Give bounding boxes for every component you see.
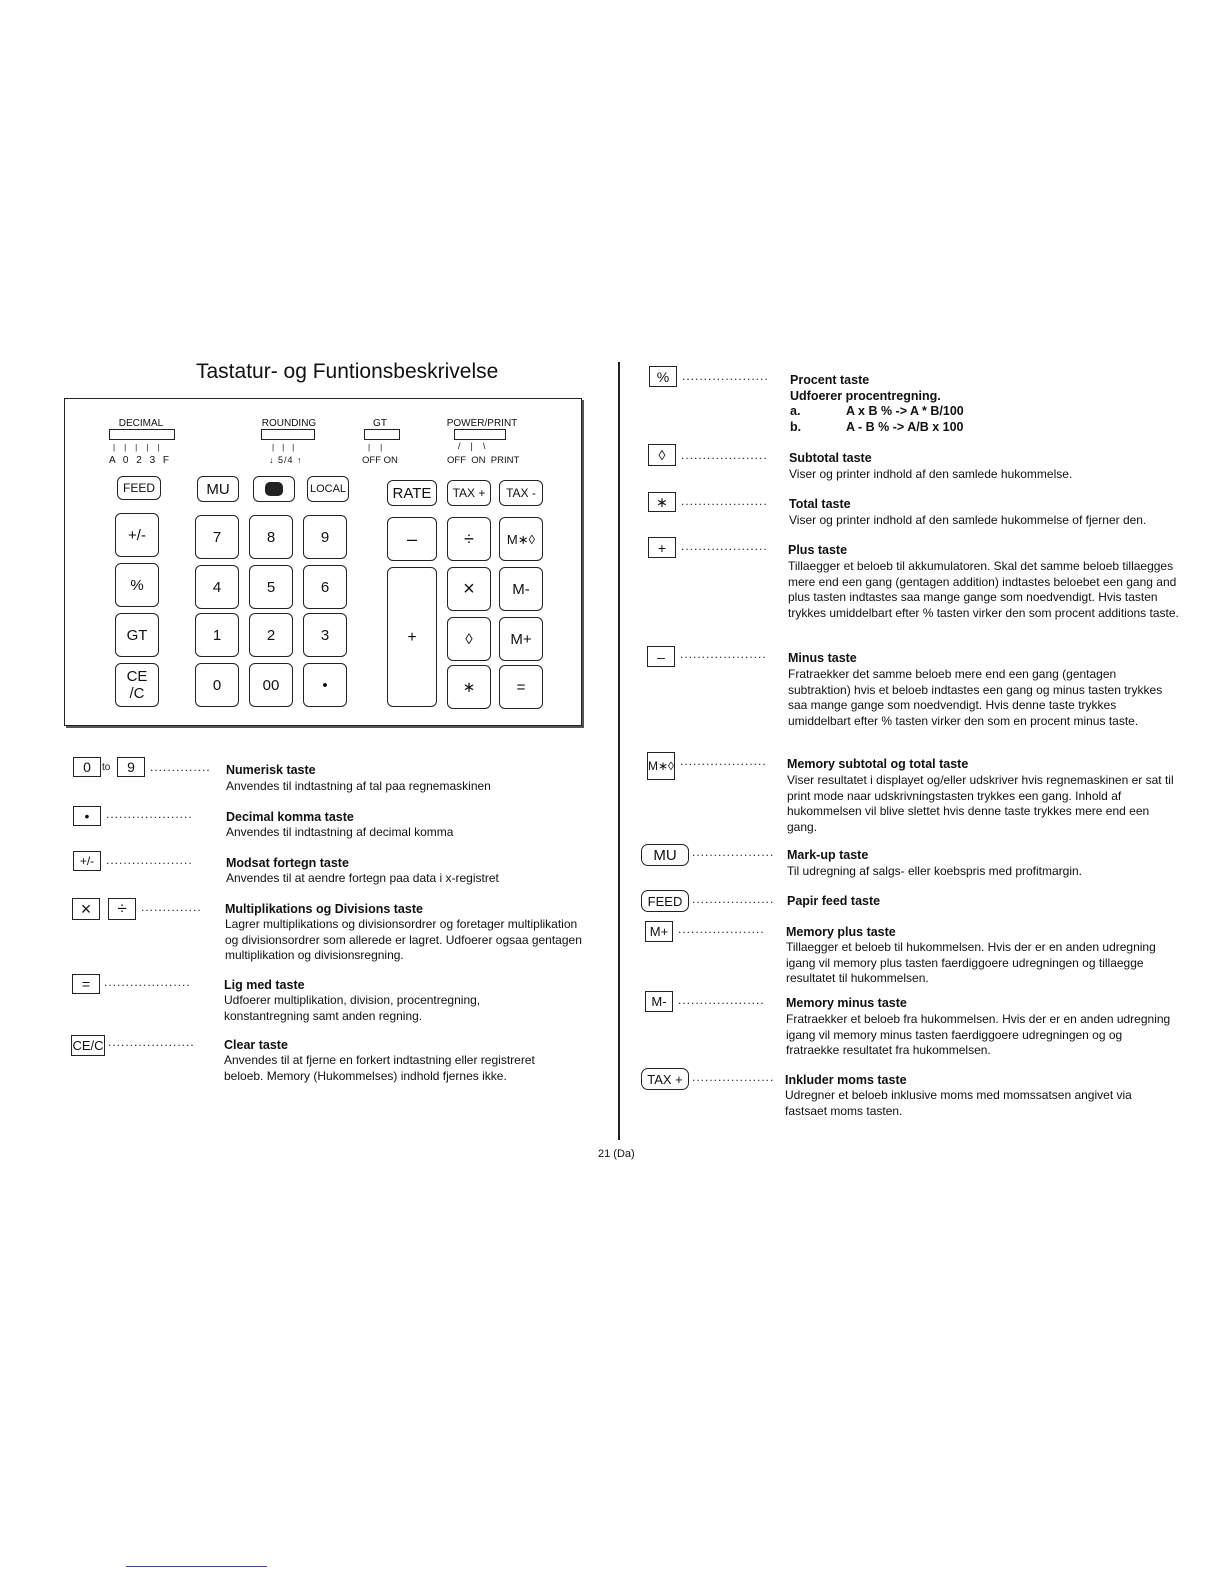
legend-key-9: 9	[117, 757, 145, 777]
leader-dots: ....................	[104, 975, 191, 989]
gt-key[interactable]: GT	[115, 613, 159, 657]
page-title: Tastatur- og Funtionsbeskrivelse	[196, 360, 499, 383]
local-key[interactable]: LOCAL	[307, 476, 349, 502]
leader-dots: ....................	[681, 494, 768, 508]
feed-key[interactable]: FEED	[117, 476, 161, 500]
power-ticks: /|\	[458, 441, 496, 451]
leader-dots: ....................	[106, 807, 193, 821]
bottom-rule	[126, 1566, 267, 1567]
column-divider	[618, 362, 620, 1140]
key-8[interactable]: 8	[249, 515, 293, 559]
tax-minus-key[interactable]: TAX -	[499, 480, 543, 506]
memory-subtotal-text: Viser resultatet i displayet og/eller udskriver hvis regnemaskinen er sat til print mode naar udskrivningstasten trykkes een gang. Inhold af hukommelsen vil blive slettet hvis denne taste trykkes mere end een gang.	[787, 773, 1174, 834]
legend-tax-plus-key: TAX +	[641, 1068, 689, 1090]
divide-key[interactable]: ÷	[447, 517, 491, 561]
multiply-key[interactable]: ×	[447, 567, 491, 611]
subtotal-key-heading: Subtotal taste	[789, 451, 872, 465]
equals-key[interactable]: =	[499, 665, 543, 709]
legend-feed-key: FEED	[641, 890, 689, 912]
decimal-point-key[interactable]: •	[303, 663, 347, 707]
legend-total-key: ∗	[648, 492, 676, 512]
rounding-ticks: |||	[272, 443, 303, 452]
plus-key-text: Tillaegger et beloeb til akkumulatoren. Skal det samme beloeb tillaegges mere end een gang (gentagen addition) indtastes beloebet een gang and plus tasten indtastes saa mange gange som noedvendigt. Hvis tasten trykkes umiddelbart efter % tasten virker den som procent additions taste.	[788, 559, 1179, 620]
subtotal-key[interactable]: ◊	[447, 617, 491, 661]
clear-key-heading: Clear taste	[224, 1038, 288, 1052]
percent-key-subheading: Udfoerer procentregning.	[790, 389, 941, 403]
leader-dots: ...................	[692, 892, 775, 906]
leader-dots: ....................	[681, 448, 768, 462]
key-3[interactable]: 3	[303, 613, 347, 657]
key-1[interactable]: 1	[195, 613, 239, 657]
legend-to-text: to	[102, 762, 111, 773]
legend-memory-subtotal-key: M∗◊	[647, 752, 675, 780]
power-positions: OFF ON PRINT	[447, 455, 520, 466]
decimal-switch[interactable]	[109, 429, 175, 440]
memory-plus-text: Tillaegger et beloeb til hukommelsen. Hvis der er en anden udregning igang vil memory plus tasten faerdiggoere udregningen og tillaegge resultatet til hukommelsen.	[786, 940, 1156, 985]
memory-minus-key[interactable]: M-	[499, 567, 543, 611]
legend-subtotal-key: ◊	[648, 444, 676, 466]
memory-plus-key[interactable]: M+	[499, 617, 543, 661]
tax-plus-heading: Inkluder moms taste	[785, 1073, 907, 1087]
numeric-key-heading: Numerisk taste	[226, 763, 316, 777]
gt-ticks: ||	[368, 443, 393, 452]
percent-formula-b-label: b.	[790, 420, 802, 434]
legend-equals-key: =	[72, 974, 100, 994]
percent-key[interactable]: %	[115, 563, 159, 607]
decimal-switch-label: DECIMAL	[118, 418, 164, 429]
mu-key-text: Til udregning af salgs- eller koebspris med profitmargin.	[787, 864, 1083, 878]
decimal-key-heading: Decimal komma taste	[226, 810, 354, 824]
paper-roll-icon	[265, 482, 283, 496]
equals-key-heading: Lig med taste	[224, 978, 305, 992]
memory-plus-heading: Memory plus taste	[786, 925, 896, 939]
ce-c-key[interactable]: CE /C	[115, 663, 159, 707]
rounding-switch[interactable]	[261, 429, 315, 440]
legend-key-0: 0	[73, 757, 101, 777]
feed-key-heading: Papir feed taste	[787, 894, 881, 908]
minus-key-heading: Minus taste	[788, 651, 857, 665]
percent-formula-b: A - B % -> A/B x 100	[846, 420, 964, 434]
key-00[interactable]: 00	[249, 663, 293, 707]
legend-divide-key: ÷	[108, 898, 136, 920]
keyboard-diagram	[64, 398, 582, 726]
leader-dots: ..............	[141, 900, 202, 914]
memory-minus-heading: Memory minus taste	[786, 996, 907, 1010]
minus-key-text: Fratraekker det samme beloeb mere end een gang (gentagen subtraktion) hvis et beloeb indtastes een gang og minus tasten trykkes saa mange gange som noedvendigt. Hvis denne taste trykkes umiddelbart efter % tasten virker den som en procent minus taste.	[788, 667, 1163, 728]
decimal-key-text: Anvendes til indtastning af decimal komma	[226, 825, 454, 839]
tax-plus-key[interactable]: TAX +	[447, 480, 491, 506]
multiply-divide-heading: Multiplikations og Divisions taste	[225, 902, 423, 916]
leader-dots: ...................	[692, 1070, 775, 1084]
leader-dots: ...................	[692, 845, 775, 859]
legend-percent-key: %	[649, 366, 677, 387]
percent-formula-a: A x B % -> A * B/100	[846, 404, 964, 418]
memory-minus-text: Fratraekker et beloeb fra hukommelsen. Hvis der er en anden udregning igang vil memory minus tasten faerdiggoere udregningen og og fratraekke resultatet fra hukommelsen.	[786, 1012, 1171, 1057]
decimal-ticks: |||||	[113, 443, 169, 452]
plus-minus-key-text: Anvendes til at aendre fortegn paa data i x-registret	[226, 871, 499, 885]
leader-dots: ..............	[150, 760, 211, 774]
rate-key[interactable]: RATE	[387, 480, 437, 506]
page-number: 21 (Da)	[598, 1148, 635, 1160]
power-switch-label: POWER/PRINT	[446, 418, 518, 429]
leader-dots: ....................	[680, 647, 767, 661]
legend-plus-key: +	[648, 537, 676, 558]
legend-memory-plus-key: M+	[645, 921, 673, 942]
leader-dots: ....................	[106, 853, 193, 867]
rounding-switch-label: ROUNDING	[261, 418, 317, 429]
key-6[interactable]: 6	[303, 565, 347, 609]
key-5[interactable]: 5	[249, 565, 293, 609]
legend-multiply-key: ×	[72, 898, 100, 920]
tax-plus-text: Udregner et beloeb inklusive moms med momssatsen angivet via fastsaet moms tasten.	[785, 1088, 1132, 1118]
legend-minus-key: –	[647, 646, 675, 667]
leader-dots: ....................	[681, 539, 768, 553]
leader-dots: ....................	[678, 922, 765, 936]
percent-formula-a-label: a.	[790, 404, 801, 418]
leader-dots: ....................	[680, 754, 767, 768]
memory-subtotal-total-key[interactable]: M∗◊	[499, 517, 543, 561]
paper-roll-key[interactable]	[253, 476, 295, 502]
key-7[interactable]: 7	[195, 515, 239, 559]
subtotal-key-text: Viser og printer indhold af den samlede hukommelse.	[789, 467, 1073, 481]
leader-dots: ....................	[682, 369, 769, 383]
legend-decimal-key: •	[73, 806, 101, 826]
legend-mu-key: MU	[641, 844, 689, 866]
total-key-text: Viser og printer indhold af den samlede hukommelse of fjerner den.	[789, 513, 1147, 527]
leader-dots: ....................	[108, 1035, 195, 1049]
total-key-heading: Total taste	[789, 497, 851, 511]
mu-key[interactable]: MU	[197, 476, 239, 502]
rounding-positions: ↓ 5/4 ↑	[269, 455, 303, 465]
total-key[interactable]: ∗	[447, 665, 491, 709]
minus-key[interactable]: –	[387, 517, 437, 561]
gt-positions: OFF ON	[362, 455, 398, 466]
leader-dots: ....................	[678, 993, 765, 1007]
plus-minus-key-heading: Modsat fortegn taste	[226, 856, 349, 870]
power-print-switch[interactable]	[454, 429, 506, 440]
gt-switch-label: GT	[373, 418, 387, 429]
decimal-positions: A 0 2 3 F	[109, 455, 171, 466]
plus-key-heading: Plus taste	[788, 543, 848, 557]
legend-clear-key: CE/C	[71, 1035, 105, 1056]
plus-key[interactable]: +	[387, 567, 437, 707]
plus-minus-key[interactable]: +/-	[115, 513, 159, 557]
memory-subtotal-heading: Memory subtotal og total taste	[787, 757, 969, 771]
equals-key-text: Udfoerer multiplikation, division, procentregning, konstantregning samt anden regning.	[224, 993, 481, 1023]
clear-key-text: Anvendes til at fjerne en forkert indtastning eller registreret beloeb. Memory (Hukommelses) indhold fjernes ikke.	[224, 1053, 535, 1083]
key-4[interactable]: 4	[195, 565, 239, 609]
percent-key-heading: Procent taste	[790, 373, 870, 387]
key-0[interactable]: 0	[195, 663, 239, 707]
key-9[interactable]: 9	[303, 515, 347, 559]
legend-memory-minus-key: M-	[645, 991, 673, 1012]
legend-plus-minus-key: +/-	[73, 851, 101, 871]
mu-key-heading: Mark-up taste	[787, 848, 869, 862]
numeric-key-text: Anvendes til indtastning af tal paa regnemaskinen	[226, 779, 491, 793]
multiply-divide-text: Lagrer multiplikations og divisionsordrer og foretager multiplikation og divisionsordrer som allerede er lagret. Udfoerer ogsaa gentagen multiplikation og divisionsregning.	[225, 917, 582, 962]
key-2[interactable]: 2	[249, 613, 293, 657]
gt-switch[interactable]	[364, 429, 400, 440]
